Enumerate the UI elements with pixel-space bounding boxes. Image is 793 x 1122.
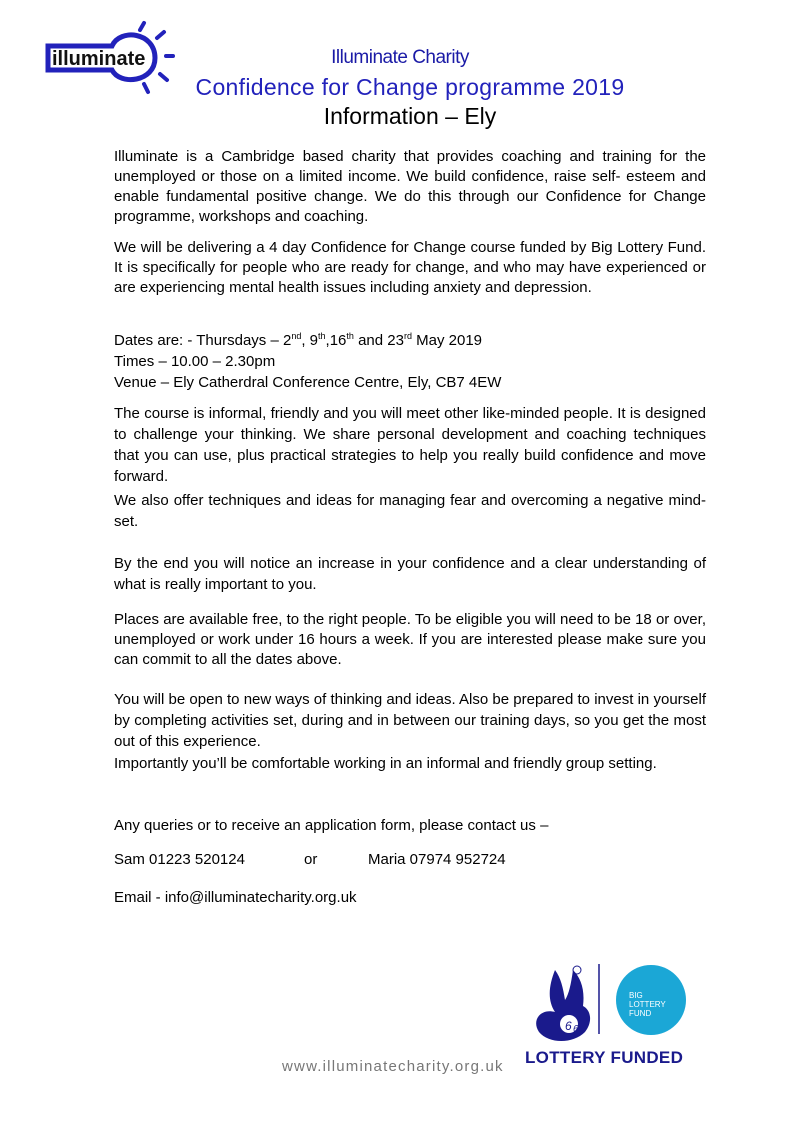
dates-line: Dates are: - Thursdays – 2nd, 9th,16th and 23rd May 2019: [114, 331, 483, 349]
contact-maria: Maria 07974 952724: [368, 851, 506, 868]
svg-text:6: 6: [565, 1019, 572, 1033]
registered-icon: [573, 966, 581, 974]
footer-url[interactable]: www.illuminatecharity.org.uk: [282, 1058, 504, 1075]
places-paragraph: Places are available free, to the right people. To be eligible you will need to be 18 or over, unemployed or work under 16 hours a week. If you are interested please make sure you can commit to all the dates above.: [114, 611, 706, 668]
queries-paragraph: Any queries or to receive an application form, please contact us –: [114, 817, 549, 834]
venue-line: Venue – Ely Catherdral Conference Centre, Ely, CB7 4EW: [114, 374, 502, 391]
page-subtitle: Information – Ely: [323, 103, 497, 129]
intro-paragraph: Illuminate is a Cambridge based charity that provides coaching and training for the unemployed or those on a limited income. We build confidence, raise self- esteem and enable fundamental positive change. We do this through our Confidence for Change programme, workshops and coaching.: [114, 148, 706, 225]
email-line: Email - info@illuminatecharity.org.uk: [114, 889, 357, 906]
contact-or: or: [304, 851, 318, 868]
course-paragraph: We will be delivering a 4 day Confidence for Change course funded by Big Lottery Fund. It is specifically for people who are ready for change, and who may have experienced or are experiencing mental health issues including anxiety and depression.: [114, 239, 706, 296]
logo-text: illuminate: [52, 48, 146, 70]
svg-text:6: 6: [573, 1024, 579, 1035]
techniques-paragraph: We also offer techniques and ideas for managing fear and overcoming a negative mind-set.: [114, 492, 706, 530]
programme-title: Confidence for Change programme 2019: [195, 74, 625, 100]
dates-block: [114, 330, 706, 393]
svg-text:FUND: FUND: [629, 1009, 652, 1018]
importantly-paragraph: Importantly you’ll be comfortable working in an informal and friendly group setting.: [114, 755, 657, 772]
open-paragraph: You will be open to new ways of thinking and ideas. Also be prepared to invest in yourself by completing activities set, during and in between our training days, so you get the most out of this experience.: [114, 691, 706, 750]
informal-paragraph: The course is informal, friendly and you will meet other like-minded people. It is designed to challenge your thinking. We share personal development and coaching techniques that you can use, plus practical strategies to help you really build confidence and move forward.: [114, 405, 706, 485]
lottery-funded-label: LOTTERY FUNDED: [525, 1048, 684, 1067]
org-name: Illuminate Charity: [331, 47, 469, 68]
end-paragraph: By the end you will notice an increase in your confidence and a clear understanding of what is really important to you.: [114, 555, 706, 593]
svg-text:LOTTERY: LOTTERY: [629, 1000, 666, 1009]
svg-text:BIG: BIG: [629, 991, 643, 1000]
contact-sam: Sam 01223 520124: [114, 851, 245, 868]
times-line: Times – 10.00 – 2.30pm: [114, 353, 276, 370]
